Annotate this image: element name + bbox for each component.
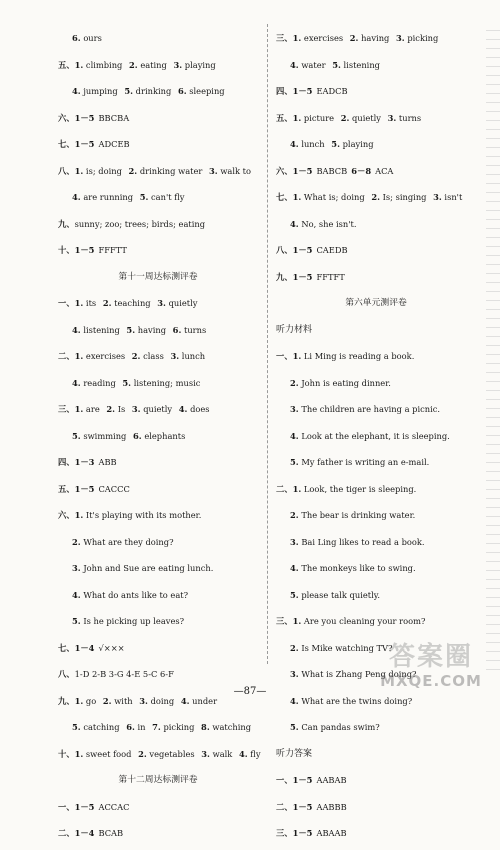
blank-number: 4. (290, 430, 299, 441)
blank-answer: under (192, 695, 218, 706)
watermark-top: 答案圈 (388, 642, 473, 672)
blank-number: 5. (290, 589, 299, 600)
blank-number: 5. (124, 86, 134, 96)
answer-line (276, 28, 476, 55)
answer-text: √××× (98, 642, 125, 653)
answer-line (58, 134, 258, 161)
answer-line (58, 214, 258, 241)
subsection-title: 听力材料 (276, 324, 313, 335)
answer-line (276, 797, 476, 824)
answer-subline (276, 373, 476, 400)
blank-answer: can't fly (151, 192, 185, 202)
blank-number: 5. (139, 192, 149, 202)
blank-answer: climbing (85, 59, 123, 70)
answer-subline (276, 558, 476, 585)
blank-answer: quietly (143, 404, 173, 414)
blank-number: 5. (126, 324, 136, 335)
answer-subline (58, 585, 258, 612)
blank-number: 2. (72, 536, 81, 547)
answer-text: 1-D 2-B 3-G 4-E 5-C 6-F (74, 669, 174, 679)
blank-answer: picking (163, 722, 195, 732)
blank-number: 1. (292, 33, 302, 43)
blank-number: 4. (238, 748, 248, 759)
question-number: 八、 (58, 669, 75, 679)
question-number: 三、 (276, 616, 293, 626)
blank-number: 4. (178, 404, 188, 414)
blank-answer: What are they doing? (83, 536, 174, 547)
blank-answer: eating (140, 59, 167, 70)
blank-answer: turns (398, 112, 422, 123)
blank-number: 1. (292, 192, 302, 202)
blank-number: 4. (290, 218, 299, 229)
blank-number: 2. (102, 298, 112, 308)
blank-number: 8. (201, 722, 210, 732)
blank-answer: lunch (181, 351, 206, 361)
blank-number: 5. (72, 430, 81, 441)
answer-text: BBCBA (98, 112, 130, 123)
blank-answer: isn't (444, 192, 463, 202)
question-number: 八、 (276, 245, 293, 255)
blank-number: 5. (72, 722, 81, 732)
answer-subline (58, 611, 258, 638)
blank-number: 6. (177, 86, 187, 96)
question-number: 六、 (276, 165, 293, 176)
question-range: 1－5 (292, 775, 313, 785)
blank-number: 2. (340, 112, 350, 123)
question-number: 二、 (58, 351, 75, 361)
answer-line (58, 161, 258, 188)
blank-number: 4. (290, 563, 299, 573)
question-range: 1－4 (74, 642, 95, 653)
blank-answer: class (143, 351, 164, 361)
blank-number: 2. (102, 695, 112, 706)
answer-line (58, 346, 258, 373)
section-heading: 第十二周达标测评卷 (118, 775, 198, 785)
blank-answer: The children are having a picnic. (301, 404, 441, 414)
blank-answer: walk to (220, 165, 252, 176)
blank-number: 3. (139, 695, 148, 706)
blank-answer: watching (212, 722, 252, 732)
page-edge-binding (486, 30, 500, 670)
blank-answer: John and Sue are eating lunch. (83, 563, 214, 573)
answer-line (58, 108, 258, 135)
column-divider (267, 24, 268, 664)
blank-number: 1. (292, 351, 302, 361)
answer-text: sunny; zoo; trees; birds; eating (74, 218, 206, 229)
section-heading: 第十一周达标测评卷 (118, 271, 198, 282)
blank-answer: quietly (352, 112, 381, 123)
answer-line (276, 346, 476, 373)
question-number: 一、 (276, 351, 293, 361)
right-column (276, 28, 476, 850)
watermark-logo (376, 642, 486, 700)
blank-answer: lunch (301, 139, 325, 149)
watermark-bottom: MXQE.COM (380, 672, 482, 690)
blank-number: 7. (152, 722, 161, 732)
blank-number: 3. (157, 298, 166, 308)
blank-number: 4. (72, 324, 81, 335)
blank-answer: turns (183, 324, 207, 335)
blank-number: 1. (74, 510, 84, 520)
blank-answer: are (85, 404, 100, 414)
answer-subline (58, 558, 258, 585)
blank-number: 5. (331, 139, 340, 149)
blank-number: 3. (433, 192, 442, 202)
answer-line (58, 399, 258, 426)
blank-number: 2. (138, 748, 147, 759)
blank-number: 6. (133, 430, 142, 441)
answer-subline (276, 399, 476, 426)
question-range: 1－5 (74, 245, 95, 255)
answer-line (58, 505, 258, 532)
blank-number: 5. (122, 377, 132, 388)
blank-answer: Is (117, 404, 126, 414)
blank-number: 4. (72, 192, 81, 202)
blank-number: 3. (209, 165, 218, 176)
blank-answer: What are the twins doing? (301, 695, 413, 706)
blank-answer: having (361, 33, 390, 43)
blank-answer: What do ants like to eat? (83, 589, 189, 600)
blank-number: 5. (72, 616, 81, 626)
blank-answer: go (85, 695, 97, 706)
blank-answer: with (114, 695, 133, 706)
answer-subline (276, 214, 476, 241)
question-number: 四、 (276, 86, 293, 96)
blank-number: 3. (290, 536, 299, 547)
section-heading: 第六单元测评卷 (345, 298, 407, 308)
blank-answer: in (137, 722, 146, 732)
answer-subline (58, 373, 258, 400)
answer-line (58, 638, 258, 665)
blank-answer: Is; singing (382, 192, 427, 202)
blank-answer: The monkeys like to swing. (301, 563, 416, 573)
blank-answer: exercises (85, 351, 126, 361)
answer-line (58, 55, 258, 82)
answer-line (276, 161, 476, 188)
blank-number: 2. (290, 377, 299, 388)
blank-number: 5. (290, 722, 299, 732)
blank-number: 2. (131, 351, 141, 361)
question-range: 1－5 (74, 112, 95, 123)
answer-subline (276, 717, 476, 744)
blank-answer: are running (83, 192, 134, 202)
question-number: 一、 (58, 801, 75, 812)
answer-text: BCAB (98, 828, 124, 838)
question-range: 1－5 (74, 483, 95, 494)
blank-answer: No, she isn't. (301, 218, 357, 229)
blank-answer: catching (83, 722, 120, 732)
answer-subline (58, 28, 258, 55)
answer-line (58, 744, 261, 771)
blank-answer: walk (212, 748, 233, 759)
blank-answer: drinking (135, 86, 172, 96)
question-number: 五、 (58, 59, 75, 70)
blank-number: 1. (74, 165, 84, 176)
blank-answer: doing (150, 695, 175, 706)
question-number: 三、 (276, 828, 293, 838)
blank-answer: It's playing with its mother. (85, 510, 202, 520)
blank-answer: playing (184, 59, 216, 70)
answer-line (58, 452, 258, 479)
blank-number: 5. (290, 457, 299, 467)
question-number: 二、 (58, 828, 75, 838)
blank-number: 4. (72, 589, 81, 600)
blank-answer: quietly (168, 298, 198, 308)
blank-answer: exercises (303, 33, 344, 43)
answer-line (276, 240, 476, 267)
question-range: 1－5 (292, 271, 313, 282)
answer-line (58, 797, 258, 824)
blank-number: 4. (72, 377, 81, 388)
question-range: 1－5 (292, 165, 313, 176)
blank-answer: reading (83, 377, 116, 388)
blank-answer: Is Mike watching TV? (301, 642, 393, 653)
blank-answer: swimming (83, 430, 127, 441)
answer-subline (58, 187, 258, 214)
blank-number: 3. (72, 563, 81, 573)
blank-answer: teaching (114, 298, 151, 308)
blank-answer: having (137, 324, 167, 335)
question-number: 八、 (58, 165, 75, 176)
question-range: 1－5 (74, 139, 95, 149)
blank-answer: its (85, 298, 97, 308)
question-range: 1－5 (292, 86, 313, 96)
answer-line (276, 267, 476, 294)
question-number: 九、 (276, 271, 293, 282)
answer-subline (276, 452, 476, 479)
answer-text: CAEDB (316, 245, 348, 255)
question-number: 一、 (58, 298, 75, 308)
blank-number: 3. (131, 404, 141, 414)
answer-text: FFTFT (316, 271, 345, 282)
blank-number: 3. (173, 59, 183, 70)
answer-subline (276, 585, 476, 612)
answer-text: AABAB (316, 775, 347, 785)
answer-text: ADCEB (98, 139, 130, 149)
question-number: 六、 (58, 112, 75, 123)
blank-number: 3. (396, 33, 405, 43)
left-column (58, 28, 261, 850)
blank-answer: What is; doing (303, 192, 365, 202)
question-range: 1－5 (292, 801, 313, 812)
blank-number: 2. (290, 510, 299, 520)
blank-number: 4. (290, 139, 299, 149)
answer-line (276, 479, 476, 506)
question-number: 四、 (58, 457, 75, 467)
blank-answer: vegetables (149, 748, 195, 759)
question-number: 九、 (58, 218, 75, 229)
blank-number: 6. (72, 33, 81, 43)
blank-answer: sweet food (85, 748, 132, 759)
answer-subline (58, 320, 258, 347)
answer-line (58, 479, 258, 506)
question-range: 1－5 (74, 801, 95, 812)
answer-text: ACCAC (98, 801, 130, 812)
answer-text: ACA (375, 165, 394, 176)
blank-number: 4. (290, 695, 299, 706)
question-number: 十、 (58, 748, 75, 759)
question-number: 七、 (58, 139, 75, 149)
answer-subline (276, 505, 476, 532)
question-range: 6－8 (351, 165, 372, 176)
answer-line (276, 770, 476, 797)
answer-text: BABCB (316, 165, 348, 176)
blank-number: 1. (292, 483, 302, 494)
blank-number: 6. (126, 722, 135, 732)
question-number: 五、 (58, 483, 75, 494)
blank-number: 2. (106, 404, 116, 414)
question-number: 七、 (276, 192, 293, 202)
question-number: 六、 (58, 510, 75, 520)
blank-number: 1. (74, 298, 84, 308)
blank-number: 3. (290, 669, 299, 679)
blank-number: 3. (170, 351, 180, 361)
blank-answer: ours (83, 33, 102, 43)
question-number: 七、 (58, 642, 75, 653)
blank-answer: picking (407, 33, 439, 43)
blank-answer: is; doing (85, 165, 122, 176)
blank-number: 3. (290, 404, 299, 414)
answer-subline (58, 717, 258, 744)
answer-subline (58, 532, 258, 559)
question-range: 1－4 (74, 828, 95, 838)
blank-answer: Look, the tiger is sleeping. (303, 483, 417, 494)
blank-answer: drinking water (139, 165, 203, 176)
blank-number: 2. (371, 192, 380, 202)
blank-answer: Are you cleaning your room? (303, 616, 426, 626)
blank-number: 2. (129, 59, 138, 70)
answer-line (276, 81, 476, 108)
question-number: 二、 (276, 801, 293, 812)
blank-number: 3. (387, 112, 397, 123)
blank-answer: What is Zhang Peng doing? (301, 669, 417, 679)
blank-answer: My father is writing an e-mail. (301, 457, 430, 467)
answer-subline (58, 81, 258, 108)
blank-answer: fly (250, 748, 261, 759)
blank-number: 4. (290, 59, 299, 70)
blank-number: 1. (74, 404, 84, 414)
blank-number: 6. (172, 324, 182, 335)
blank-answer: The bear is drinking water. (301, 510, 416, 520)
answer-line (58, 240, 258, 267)
subsection-title: 听力答案 (276, 748, 313, 759)
question-number: 二、 (276, 483, 293, 494)
answer-line (58, 293, 258, 320)
blank-answer: please talk quietly. (301, 589, 380, 600)
question-range: 1－5 (292, 828, 313, 838)
answer-text: EADCB (316, 86, 348, 96)
answer-line (58, 823, 258, 850)
blank-answer: playing (342, 139, 374, 149)
answer-text: ABB (98, 457, 117, 467)
blank-number: 1. (74, 695, 84, 706)
blank-number: 4. (72, 86, 81, 96)
blank-answer: does (190, 404, 210, 414)
blank-answer: Bai Ling likes to read a book. (301, 536, 425, 547)
answer-line (276, 611, 476, 638)
blank-number: 1. (74, 59, 84, 70)
blank-number: 1. (74, 351, 84, 361)
answer-subline (276, 55, 476, 82)
answer-line (276, 108, 476, 135)
blank-number: 2. (128, 165, 138, 176)
blank-number: 2. (290, 642, 299, 653)
blank-number: 2. (349, 33, 359, 43)
blank-answer: picture (303, 112, 335, 123)
question-range: 1－3 (74, 457, 95, 467)
answer-text: ABAAB (316, 828, 347, 838)
question-range: 1－5 (292, 245, 313, 255)
question-number: 五、 (276, 112, 293, 123)
answer-subline (58, 426, 258, 453)
blank-answer: Is he picking up leaves? (83, 616, 185, 626)
blank-answer: water (301, 59, 326, 70)
blank-answer: Li Ming is reading a book. (303, 351, 415, 361)
blank-number: 5. (332, 59, 341, 70)
blank-number: 3. (201, 748, 210, 759)
answer-line (276, 823, 476, 850)
blank-answer: jumping (83, 86, 118, 96)
question-number: 九、 (58, 695, 75, 706)
answer-subline (276, 426, 476, 453)
blank-answer: John is eating dinner. (301, 377, 391, 388)
question-number: 三、 (58, 404, 75, 414)
answer-text: FFFTT (98, 245, 127, 255)
blank-answer: listening (343, 59, 380, 70)
blank-answer: listening; music (133, 377, 201, 388)
blank-number: 1. (74, 748, 84, 759)
blank-answer: elephants (144, 430, 186, 441)
answer-text: AABBB (316, 801, 347, 812)
answer-subline (276, 532, 476, 559)
answer-subline (276, 134, 476, 161)
question-number: 三、 (276, 33, 293, 43)
page-number: —87— (233, 686, 267, 697)
blank-number: 1. (292, 616, 302, 626)
blank-number: 1. (292, 112, 302, 123)
blank-answer: Can pandas swim? (301, 722, 380, 732)
question-number: 一、 (276, 775, 293, 785)
blank-answer: sleeping (189, 86, 225, 96)
blank-answer: Look at the elephant, it is sleeping. (301, 430, 450, 441)
question-number: 十、 (58, 245, 75, 255)
blank-answer: listening (83, 324, 120, 335)
answer-text: CACCC (98, 483, 130, 494)
blank-number: 4. (180, 695, 190, 706)
answer-line (276, 187, 476, 214)
